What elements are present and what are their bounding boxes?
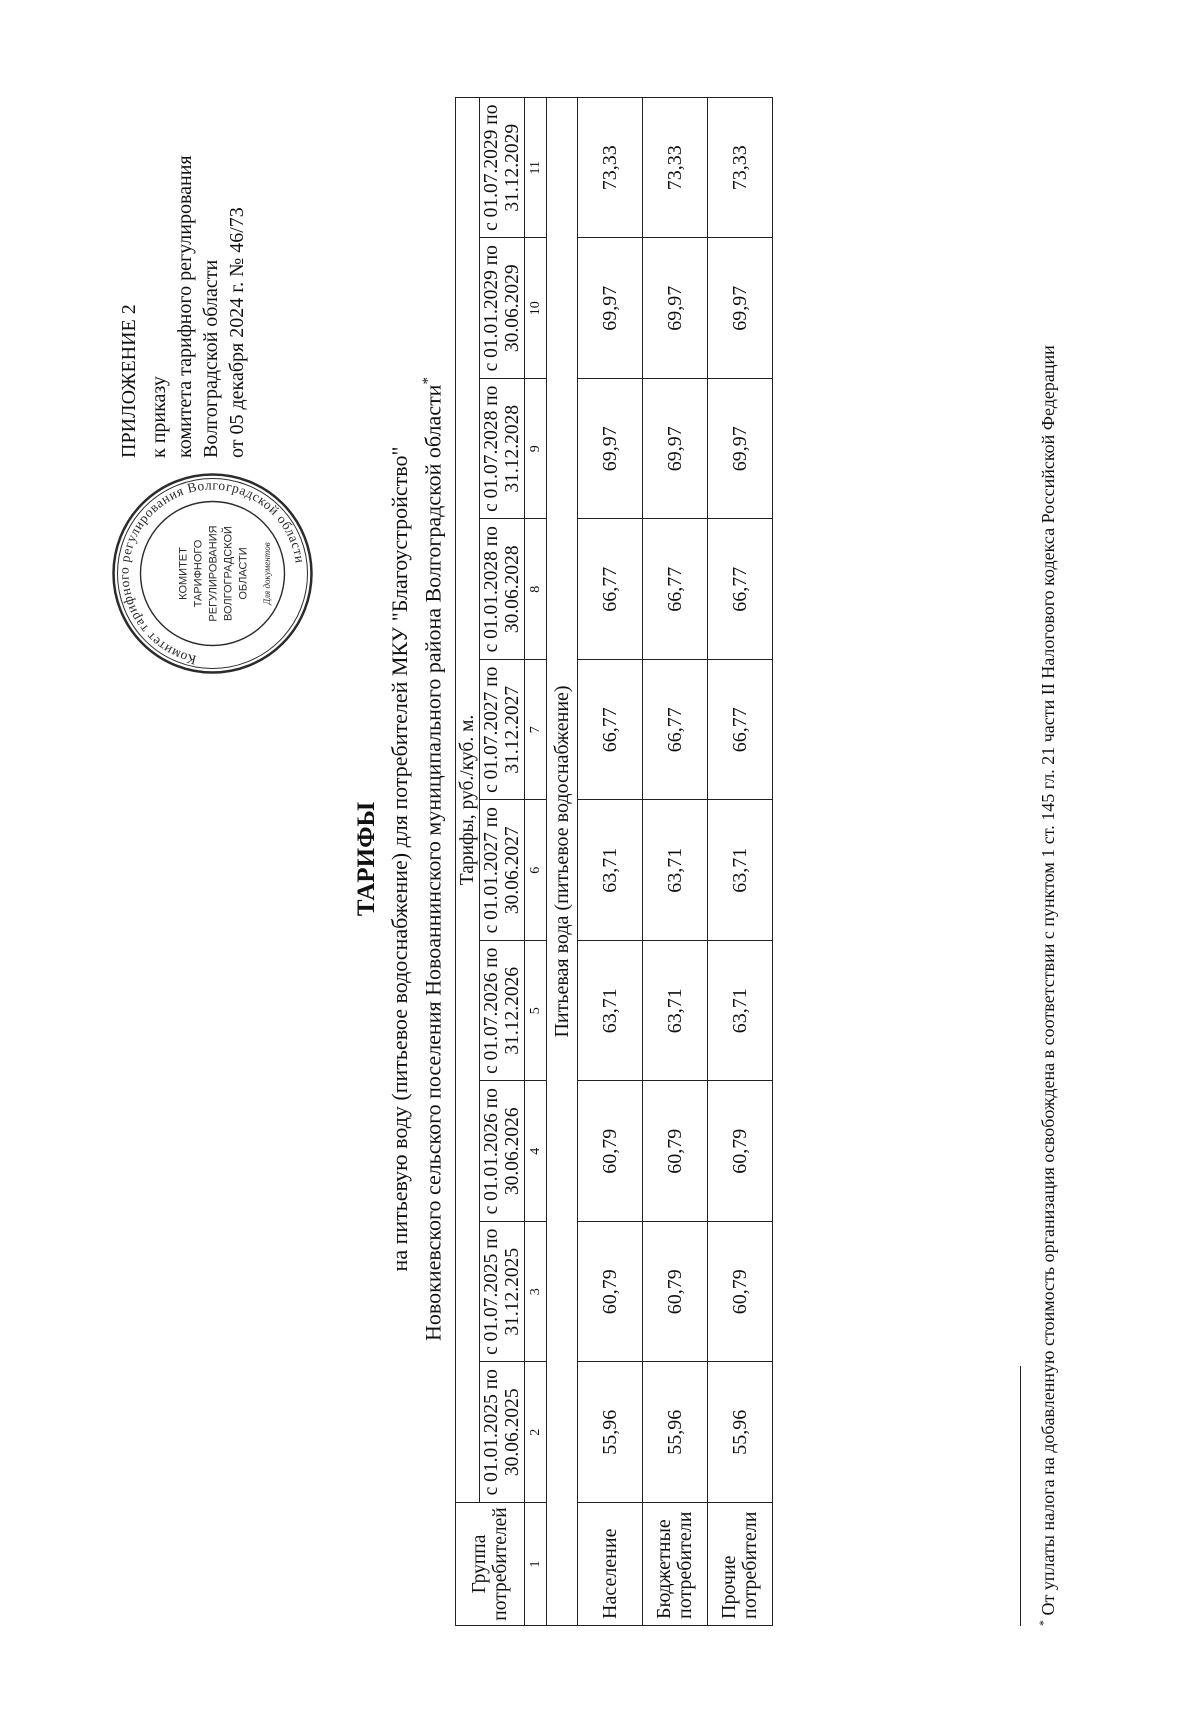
seal-bottom-text: Для документов xyxy=(262,542,272,605)
consumer-group-cell: Население xyxy=(578,1503,643,1626)
tariff-value-cell: 69,97 xyxy=(578,379,643,520)
tariff-table xyxy=(455,97,773,1626)
seal-center-line: КОМИТЕТ xyxy=(177,547,190,600)
tariff-value-cell: 63,71 xyxy=(708,941,773,1082)
tariff-value-cell: 66,77 xyxy=(708,660,773,801)
seal-center-line: ВОЛГОГРАДСКОЙ xyxy=(222,526,235,621)
consumer-group-cell: Бюджетные потребители xyxy=(643,1503,708,1626)
footnote xyxy=(1030,66,1061,1626)
period-header-cell: с 01.01.2027 по 30.06.2027 xyxy=(480,800,525,941)
appendix-order-line: к приказу xyxy=(148,376,170,458)
seal-center-line: РЕГУЛИРОВАНИЯ xyxy=(207,525,220,622)
tariff-value-cell: 73,33 xyxy=(643,97,708,238)
section-header-cell: Питьевая вода (питьевое водоснабжение) xyxy=(547,97,578,1625)
appendix-committee-line: комитета тарифного регулирования xyxy=(174,155,196,458)
tariff-value-cell: 69,97 xyxy=(643,238,708,379)
appendix-region-line: Волгоградской области xyxy=(200,259,222,458)
tariff-value-cell: 60,79 xyxy=(708,1081,773,1222)
group-header-cell: Группа потребителей xyxy=(456,1503,525,1626)
tariff-value-cell: 63,71 xyxy=(578,800,643,941)
footnote-divider xyxy=(1020,1366,1021,1626)
period-header-row xyxy=(480,97,525,1625)
tariff-value-cell: 69,97 xyxy=(578,238,643,379)
seal-center-line: ОБЛАСТИ xyxy=(237,547,250,600)
title-block xyxy=(352,0,447,1718)
consumer-group-cell: Прочие потребители xyxy=(708,1503,773,1626)
column-number-cell: 3 xyxy=(525,1222,547,1363)
tariff-value-cell: 60,79 xyxy=(578,1081,643,1222)
official-seal xyxy=(110,471,315,676)
period-header-cell: с 01.07.2027 по 31.12.2027 xyxy=(480,660,525,801)
column-number-cell: 5 xyxy=(525,941,547,1082)
tariff-value-cell: 55,96 xyxy=(643,1362,708,1503)
column-number-cell: 8 xyxy=(525,519,547,660)
column-number-cell: 11 xyxy=(525,97,547,238)
tariff-value-cell: 60,79 xyxy=(708,1222,773,1363)
tariff-value-cell: 66,77 xyxy=(708,519,773,660)
period-header-cell: с 01.01.2026 по 30.06.2026 xyxy=(480,1081,525,1222)
subtitle-line-2-text: Новокиевского сельского поселения Новоаннинского муниципального района Волгоградской области xyxy=(420,384,446,1341)
tariff-value-cell: 60,79 xyxy=(643,1222,708,1363)
column-number-cell: 1 xyxy=(525,1503,547,1626)
period-header-cell: с 01.01.2025 по 30.06.2025 xyxy=(480,1362,525,1503)
tariff-value-cell: 69,97 xyxy=(708,238,773,379)
tariff-value-cell: 66,77 xyxy=(578,519,643,660)
document-subtitle-line-2 xyxy=(414,0,447,1718)
table-row xyxy=(708,97,773,1625)
period-header-cell: с 01.07.2028 по 31.12.2028 xyxy=(480,379,525,520)
period-header-cell: с 01.07.2029 по 31.12.2029 xyxy=(480,97,525,238)
tariff-value-cell: 55,96 xyxy=(708,1362,773,1503)
tariff-value-cell: 69,97 xyxy=(708,379,773,520)
column-number-cell: 7 xyxy=(525,660,547,801)
period-header-cell: с 01.07.2025 по 31.12.2025 xyxy=(480,1222,525,1363)
tariff-value-cell: 73,33 xyxy=(578,97,643,238)
appendix-block xyxy=(116,78,250,458)
column-number-cell: 10 xyxy=(525,238,547,379)
footnote-reference: * xyxy=(420,377,436,385)
tariff-value-cell: 66,77 xyxy=(578,660,643,801)
column-number-cell: 6 xyxy=(525,800,547,941)
appendix-date-line: от 05 декабря 2024 г. № 46/73 xyxy=(226,207,248,458)
tariff-value-cell: 55,96 xyxy=(578,1362,643,1503)
seal-center-line: ТАРИФНОГО xyxy=(192,539,205,608)
tariff-value-cell: 66,77 xyxy=(643,519,708,660)
footnote-mark: * xyxy=(1036,1620,1050,1626)
seal-ring-text: Комитет тарифного регулирования Волгоградской области xyxy=(116,477,308,668)
tariff-value-cell: 60,79 xyxy=(643,1081,708,1222)
tariff-value-cell: 63,71 xyxy=(708,800,773,941)
tariff-value-cell: 66,77 xyxy=(643,660,708,801)
table-row xyxy=(643,97,708,1625)
tariff-value-cell: 63,71 xyxy=(643,800,708,941)
document-title: ТАРИФЫ xyxy=(353,801,380,917)
tariff-value-cell: 73,33 xyxy=(708,97,773,238)
tariff-value-cell: 63,71 xyxy=(643,941,708,1082)
column-number-cell: 9 xyxy=(525,379,547,520)
period-header-cell: с 01.01.2029 по 30.06.2029 xyxy=(480,238,525,379)
tariff-value-cell: 63,71 xyxy=(578,941,643,1082)
column-number-row xyxy=(525,97,547,1625)
tariff-value-cell: 60,79 xyxy=(578,1222,643,1363)
footnote-text: От уплаты налога на добавленную стоимость организация освобождена в соответствии с пунктом 1 ст. 145 гл. 21 части II Налогового кодекса Российской Федерации xyxy=(1038,345,1058,1616)
tariff-value-cell: 69,97 xyxy=(643,379,708,520)
tariff-unit-header-cell: Тарифы, руб./куб. м. xyxy=(456,97,480,1502)
column-number-cell: 2 xyxy=(525,1362,547,1503)
column-number-cell: 4 xyxy=(525,1081,547,1222)
period-header-cell: с 01.01.2028 по 30.06.2028 xyxy=(480,519,525,660)
appendix-title: ПРИЛОЖЕНИЕ 2 xyxy=(118,304,140,458)
table-row xyxy=(578,97,643,1625)
document-subtitle-line-1: на питьевую воду (питьевое водоснабжение) для потребителей МКУ "Благоустройство" xyxy=(387,446,412,1272)
period-header-cell: с 01.07.2026 по 31.12.2026 xyxy=(480,941,525,1082)
